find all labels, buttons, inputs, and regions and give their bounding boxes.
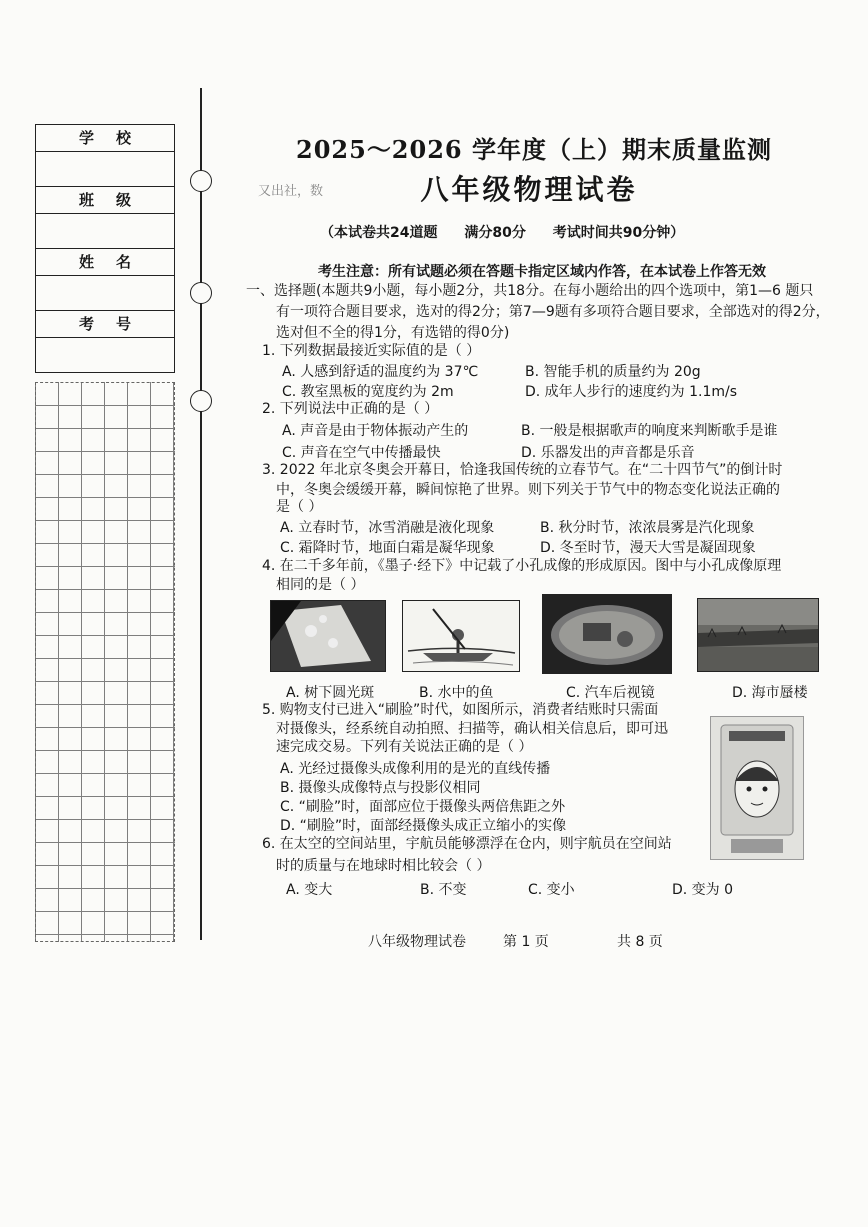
q4-option-c: C. 汽车后视镜 xyxy=(566,685,655,701)
q5-stem-line: 对摄像头，经系统自动拍照、扫描等，确认相关信息后，即可迅 xyxy=(276,721,668,737)
q1-option-b: B. 智能手机的质量约为 20g xyxy=(525,364,701,380)
q2-option-a: A. 声音是由于物体振动产生的 xyxy=(282,423,469,439)
q3-stem-line: 是（ ） xyxy=(276,499,323,515)
q5-stem-line: 速完成交易。下列有关说法正确的是（ ） xyxy=(276,739,533,755)
q5-option-c: C. “刷脸”时，面部应位于摄像头两倍焦距之外 xyxy=(280,799,566,815)
binding-line xyxy=(200,88,202,940)
exam-subject-title: 八年级物理试卷 xyxy=(420,173,638,206)
q6-stem: 6. 在太空的空间站里，宇航员能够漂浮在仓内，则宇航员在空间站 xyxy=(262,836,672,852)
exam-notice: 考生注意：所有试题必须在答题卡指定区域内作答，在本试卷上作答无效 xyxy=(318,264,766,280)
exam-no-label: 考号 xyxy=(36,311,174,338)
school-label: 学校 xyxy=(36,125,174,152)
fish-in-water-drawing xyxy=(402,600,520,672)
q5-option-b: B. 摄像头成像特点与投影仪相同 xyxy=(280,780,481,796)
q2-option-d: D. 乐器发出的声音都是乐音 xyxy=(521,445,695,461)
binding-hole xyxy=(190,390,212,412)
footer-paper-name: 八年级物理试卷 xyxy=(368,934,466,950)
exam-meta xyxy=(320,222,706,242)
q1-option-a: A. 人感到舒适的温度约为 37℃ xyxy=(282,364,479,380)
q5-stem: 5. 购物支付已进入“刷脸”时代，如图所示，消费者结账时只需面 xyxy=(262,702,659,718)
name-label: 姓名 xyxy=(36,249,174,276)
q3-stem-line: 中，冬奥会缓缓开幕，瞬间惊艳了世界。则下列关于节气中的物态变化说法正确的 xyxy=(276,482,780,498)
q4-stem-line: 相同的是（ ） xyxy=(276,577,365,593)
q4-option-b: B. 水中的鱼 xyxy=(419,685,494,701)
name-field xyxy=(36,276,174,311)
q2-option-c: C. 声音在空气中传播最快 xyxy=(282,445,441,461)
binding-hole xyxy=(190,282,212,304)
class-field xyxy=(36,214,174,249)
q2-stem: 2. 下列说法中正确的是（ ） xyxy=(262,401,439,417)
scratch-grid xyxy=(35,382,175,942)
exam-title: 2025～2026 学年度（上）期末质量监测 xyxy=(296,135,772,164)
q3-option-a: A. 立春时节，冰雪消融是液化现象 xyxy=(280,520,495,536)
mirage-photo xyxy=(697,598,819,672)
tree-light-spot-photo xyxy=(270,600,386,672)
q4-stem: 4. 在二千多年前，《墨子·经下》中记载了小孔成像的形成原因。图中与小孔成像原理 xyxy=(262,558,782,574)
q3-option-d: D. 冬至时节，漫天大雪是凝固现象 xyxy=(540,540,756,556)
car-mirror-photo xyxy=(542,594,672,674)
footer-total-pages: 共 8 页 xyxy=(617,934,663,950)
q6-stem-line: 时的质量与在地球时相比较会（ ） xyxy=(276,858,491,874)
q6-option-c: C. 变小 xyxy=(528,882,575,898)
q4-option-d: D. 海市蜃楼 xyxy=(732,685,808,701)
q6-option-d: D. 变为 0 xyxy=(672,882,734,898)
face-payment-terminal-photo xyxy=(710,716,804,860)
q6-option-a: A. 变大 xyxy=(286,882,333,898)
q3-option-c: C. 霜降时节，地面白霜是凝华现象 xyxy=(280,540,495,556)
question-count: （本试卷共24道题 xyxy=(320,225,438,241)
class-label: 班级 xyxy=(36,187,174,214)
section-intro-line: 有一项符合题目要求，选对的得2分；第7—9题有多项符合题目要求，全部选对的得2分， xyxy=(276,304,830,320)
q2-option-b: B. 一般是根据歌声的响度来判断歌手是谁 xyxy=(521,423,778,439)
q5-option-d: D. “刷脸”时，面部经摄像头成正立缩小的实像 xyxy=(280,818,567,834)
exam-no-field xyxy=(36,338,174,372)
full-score: 满分80分 xyxy=(464,225,526,241)
exam-time: 考试时间共90分钟） xyxy=(552,225,685,241)
q1-option-c: C. 教室黑板的宽度约为 2m xyxy=(282,384,454,400)
section-intro-line: 选对但不全的得1分，有选错的得0分) xyxy=(276,325,510,341)
q1-option-d: D. 成年人步行的速度约为 1.1m/s xyxy=(525,384,738,400)
section-intro-line: 一、选择题(本题共9小题，每小题2分，共18分。在每小题给出的四个选项中，第1—6 题只 xyxy=(246,283,814,299)
q3-stem: 3. 2022 年北京冬奥会开幕日，恰逢我国传统的立春节气。在“二十四节气”的倒计时 xyxy=(262,462,783,478)
q1-stem: 1. 下列数据最接近实际值的是（ ） xyxy=(262,343,481,359)
q6-option-b: B. 不变 xyxy=(420,882,467,898)
faded-stamp-text: 又出社，数 xyxy=(258,184,324,199)
q4-option-a: A. 树下圆光斑 xyxy=(286,685,375,701)
q5-option-a: A. 光经过摄像头成像利用的是光的直线传播 xyxy=(280,761,551,777)
q3-option-b: B. 秋分时节，浓浓晨雾是汽化现象 xyxy=(540,520,755,536)
footer-page-number: 第 1 页 xyxy=(503,934,549,950)
